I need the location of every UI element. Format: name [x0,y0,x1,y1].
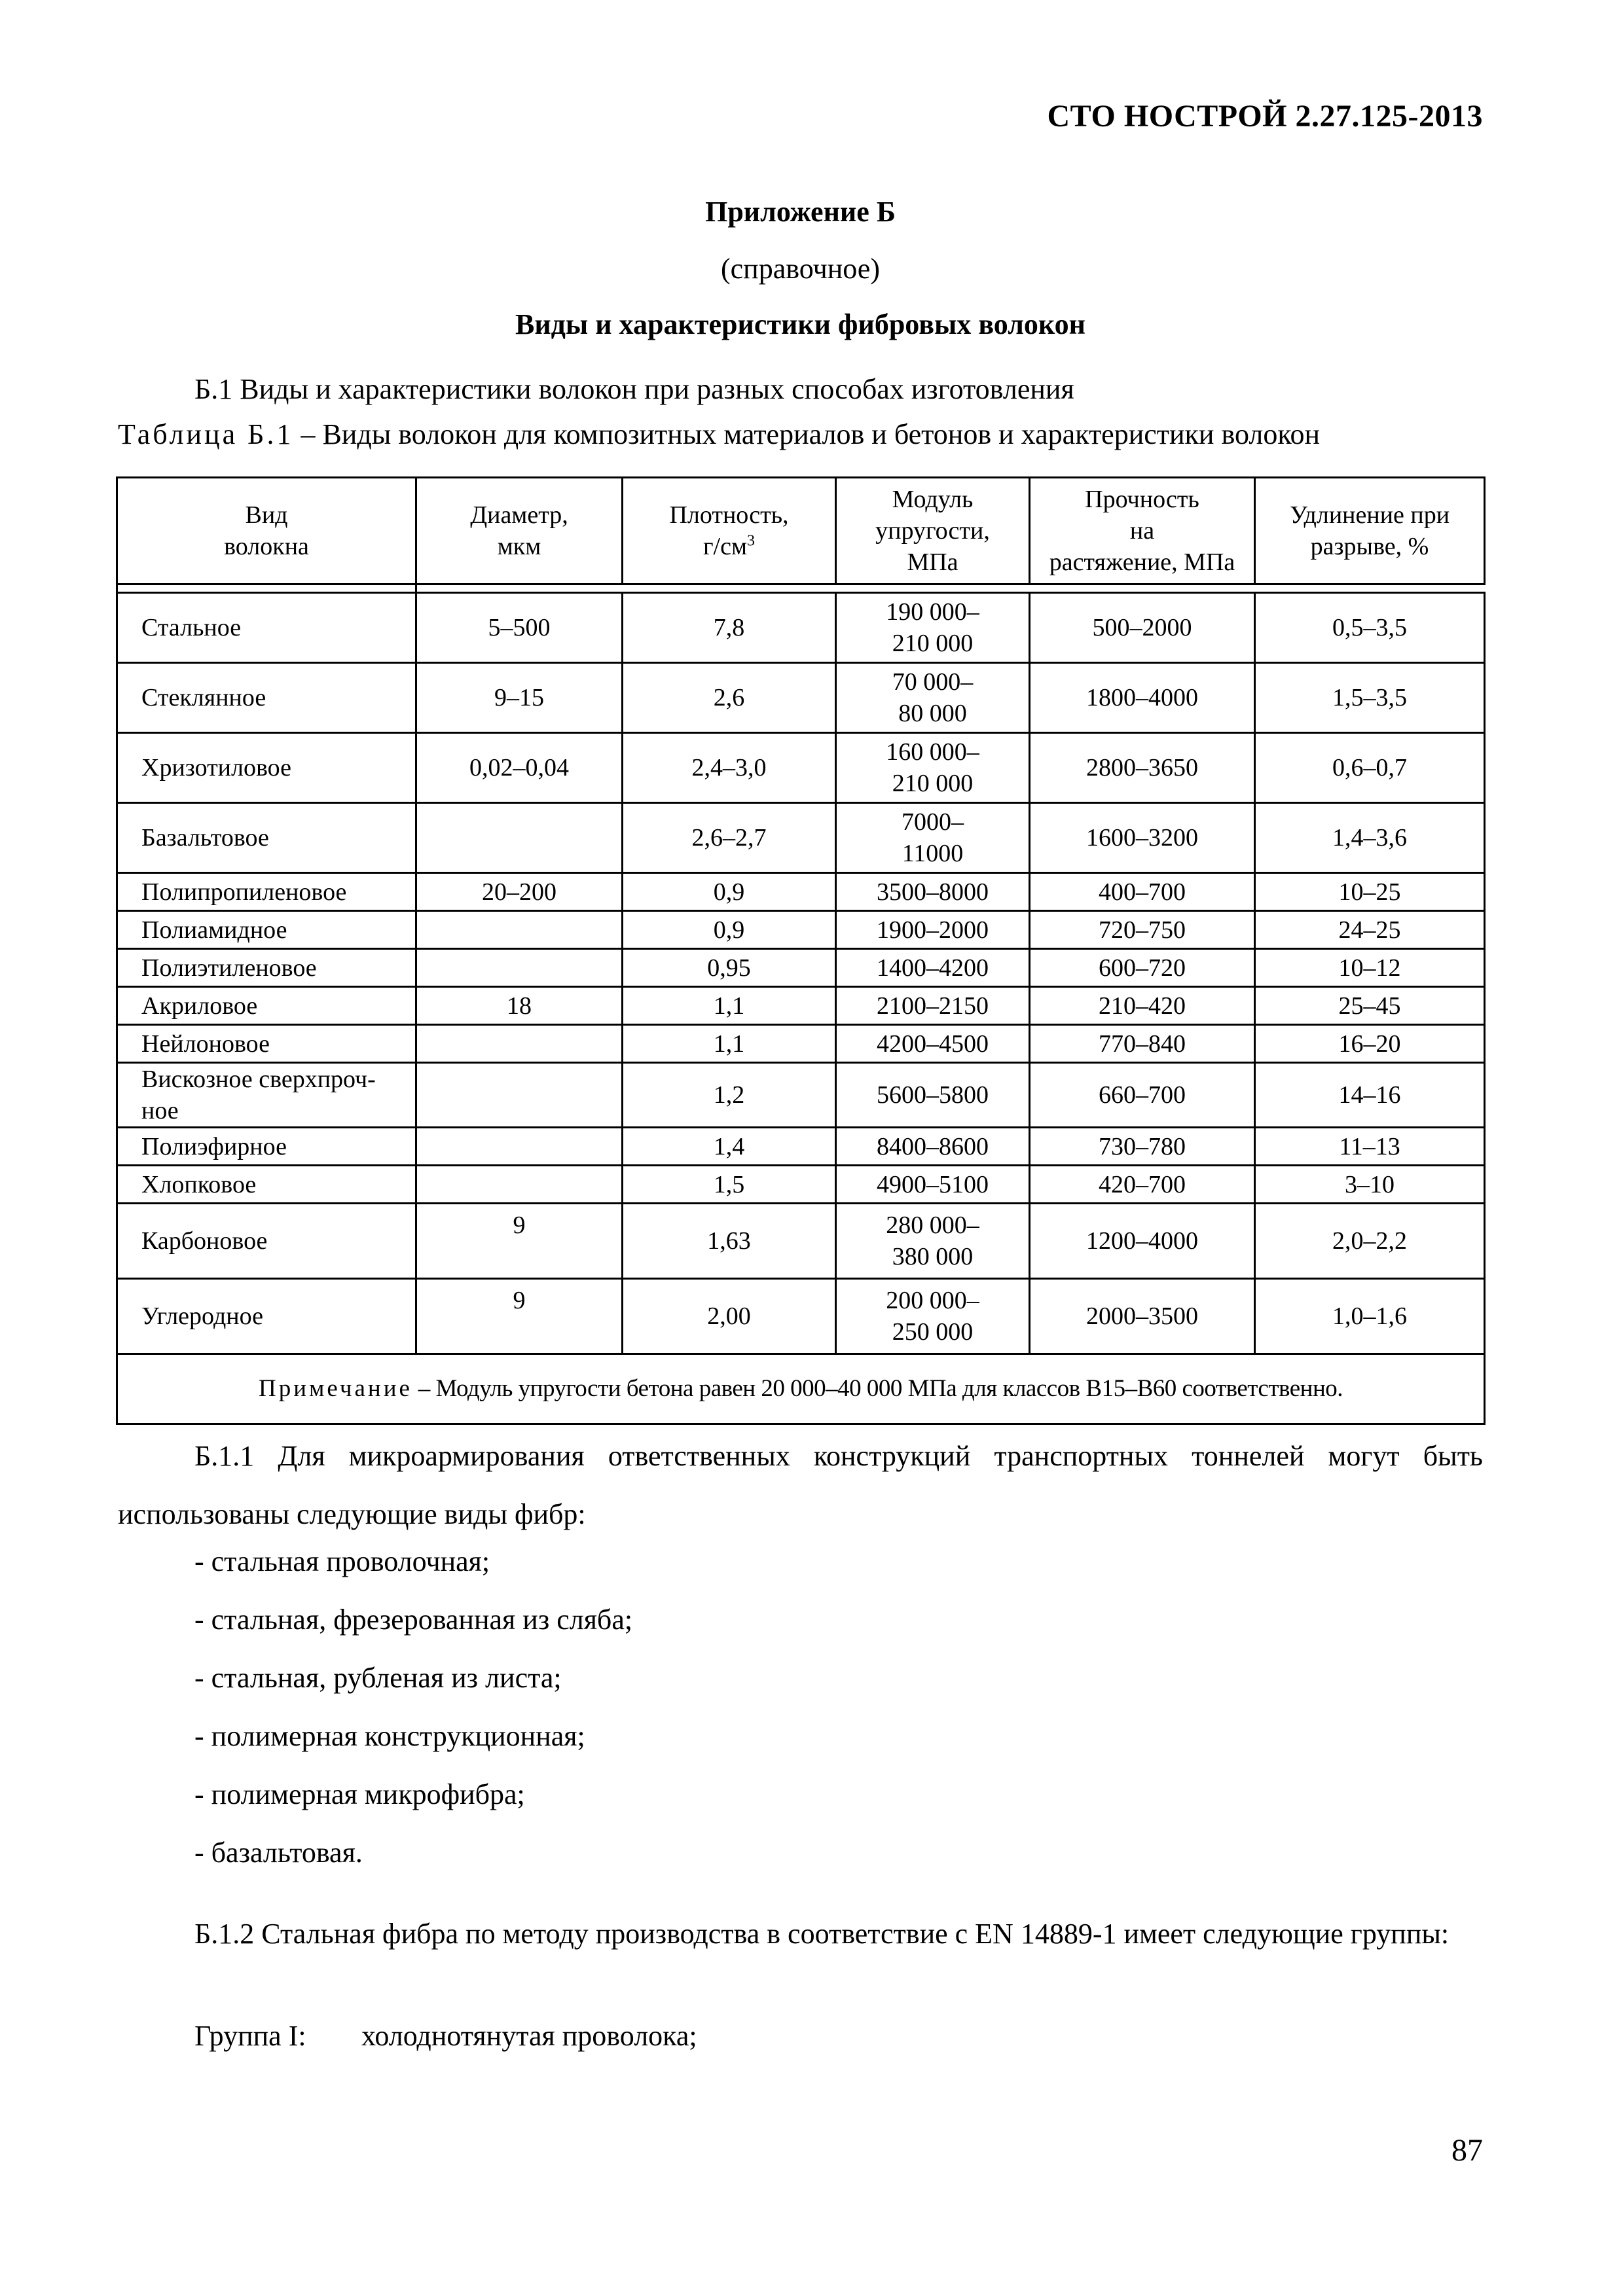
cell-diameter [416,1166,623,1204]
cell-diameter [416,911,623,949]
cell-elongation: 10–12 [1255,949,1485,987]
header-elongation: Удлинение при разрыве, % [1255,478,1485,584]
cell-name: Хризотиловое [117,733,416,803]
cell-strength: 420–700 [1030,1166,1255,1204]
table-row [117,1128,1485,1166]
table-row [117,911,1485,949]
cell-diameter: 18 [416,987,623,1025]
cell-density: 1,5 [623,1166,836,1204]
group-text: холоднотянутая проволока; [361,2020,697,2052]
cell-modulus: 1900–2000 [836,911,1030,949]
cell-modulus: 5600–5800 [836,1063,1030,1128]
cell-strength: 1800–4000 [1030,663,1255,733]
cell-modulus: 4900–5100 [836,1166,1030,1204]
cell-strength: 730–780 [1030,1128,1255,1166]
header-density-superscript: 3 [747,532,756,550]
cell-name: Вискозное сверхпроч- ное [117,1063,416,1128]
cell-name: Базальтовое [117,803,416,873]
cell-diameter: 5–500 [416,593,623,663]
cell-strength: 770–840 [1030,1025,1255,1063]
cell-diameter [416,1025,623,1063]
cell-name: Стальное [117,593,416,663]
appendix-heading: Виды и характеристики фибровых волокон [515,308,1086,340]
fiber-list-item: - стальная проволочная; [194,1545,490,1577]
table-row [117,1166,1485,1204]
cell-modulus: 160 000– 210 000 [836,733,1030,803]
table-note-row [117,1354,1485,1424]
cell-name: Хлопковое [117,1166,416,1204]
appendix-subtitle: (справочное) [721,253,880,285]
cell-strength: 1600–3200 [1030,803,1255,873]
cell-diameter [416,803,623,873]
group-label: Группа I: [194,2020,306,2052]
cell-density: 1,2 [623,1063,836,1128]
table-header-row [117,478,1485,584]
cell-elongation: 0,5–3,5 [1255,593,1485,663]
cell-modulus: 70 000– 80 000 [836,663,1030,733]
cell-diameter [416,1063,623,1128]
cell-modulus: 7000– 11000 [836,803,1030,873]
cell-name: Углеродное [117,1279,416,1354]
cell-name: Стеклянное [117,663,416,733]
table-row [117,733,1485,803]
table-row [117,663,1485,733]
table-body [117,593,1485,1354]
cell-name: Полипропиленовое [117,873,416,911]
table-row [117,1204,1485,1279]
cell-density: 2,6–2,7 [623,803,836,873]
table-row [117,1279,1485,1354]
cell-density: 1,1 [623,987,836,1025]
cell-elongation: 11–13 [1255,1128,1485,1166]
cell-strength: 500–2000 [1030,593,1255,663]
cell-name: Карбоновое [117,1204,416,1279]
table-row [117,593,1485,663]
cell-diameter: 20–200 [416,873,623,911]
table-row [117,873,1485,911]
cell-modulus: 8400–8600 [836,1128,1030,1166]
section-b1: Б.1 Виды и характеристики волокон при разных способах изготовления [194,373,1074,405]
cell-elongation: 10–25 [1255,873,1485,911]
cell-elongation: 25–45 [1255,987,1485,1025]
fiber-list-item: - базальтовая. [194,1837,363,1869]
cell-elongation: 16–20 [1255,1025,1485,1063]
fiber-list-item: - полимерная микрофибра; [194,1778,525,1810]
cell-density: 1,4 [623,1128,836,1166]
cell-strength: 210–420 [1030,987,1255,1025]
table-note [117,1354,1485,1424]
cell-modulus: 1400–4200 [836,949,1030,987]
cell-elongation: 1,4–3,6 [1255,803,1485,873]
header-modulus: Модуль упругости, МПа [836,478,1030,584]
cell-name: Полиэфирное [117,1128,416,1166]
cell-diameter [416,949,623,987]
cell-name: Полиэтиленовое [117,949,416,987]
header-fiber-type: Вид волокна [117,478,416,584]
cell-strength: 720–750 [1030,911,1255,949]
header-density [623,478,836,584]
cell-modulus: 3500–8000 [836,873,1030,911]
fiber-list-item: - стальная, рубленая из листа; [194,1662,562,1694]
table-row [117,803,1485,873]
cell-strength: 600–720 [1030,949,1255,987]
section-b1-1: Б.1.1 Для микроармирования ответственных конструкций транспортных тоннелей могут быть использованы следующие виды фибр: [118,1440,1483,1530]
cell-density: 0,9 [623,873,836,911]
table-row [117,1025,1485,1063]
page-number: 87 [1451,2133,1483,2168]
cell-strength: 660–700 [1030,1063,1255,1128]
cell-density: 1,1 [623,1025,836,1063]
cell-strength: 400–700 [1030,873,1255,911]
cell-density: 0,9 [623,911,836,949]
cell-diameter: 9 [416,1204,623,1279]
fiber-list-item: - стальная, фрезерованная из сляба; [194,1604,633,1636]
cell-elongation: 2,0–2,2 [1255,1204,1485,1279]
header-separator [117,584,1485,593]
table-caption [118,418,1483,451]
cell-diameter: 9 [416,1279,623,1354]
cell-density: 1,63 [623,1204,836,1279]
cell-strength: 2800–3650 [1030,733,1255,803]
table-row [117,949,1485,987]
group-item [194,2019,697,2053]
cell-density: 2,4–3,0 [623,733,836,803]
cell-modulus: 190 000– 210 000 [836,593,1030,663]
appendix-title: Приложение Б [705,196,896,228]
cell-density: 2,6 [623,663,836,733]
table-row [117,987,1485,1025]
cell-diameter: 0,02–0,04 [416,733,623,803]
section-b1-2: Б.1.2 Стальная фибра по методу производства в соответствие с EN 14889-1 имеет следующие группы: [194,1918,1450,1950]
cell-diameter: 9–15 [416,663,623,733]
cell-density: 7,8 [623,593,836,663]
table-row [117,1063,1485,1128]
cell-strength: 1200–4000 [1030,1204,1255,1279]
document-code: СТО НОСТРОЙ 2.27.125-2013 [1047,99,1483,134]
table-note-label: Примечание [258,1375,412,1402]
cell-name: Акриловое [117,987,416,1025]
cell-modulus: 2100–2150 [836,987,1030,1025]
cell-modulus: 280 000– 380 000 [836,1204,1030,1279]
cell-modulus: 200 000– 250 000 [836,1279,1030,1354]
cell-elongation: 3–10 [1255,1166,1485,1204]
header-strength: Прочность на растяжение, МПа [1030,478,1255,584]
cell-name: Нейлоновое [117,1025,416,1063]
table-caption-prefix: Таблица Б.1 [118,418,294,450]
cell-elongation: 24–25 [1255,911,1485,949]
cell-density: 2,00 [623,1279,836,1354]
cell-name: Полиамидное [117,911,416,949]
cell-elongation: 14–16 [1255,1063,1485,1128]
cell-elongation: 1,5–3,5 [1255,663,1485,733]
fiber-list-item: - полимерная конструкционная; [194,1720,585,1752]
cell-elongation: 1,0–1,6 [1255,1279,1485,1354]
cell-modulus: 4200–4500 [836,1025,1030,1063]
fiber-table [116,476,1486,1425]
cell-density: 0,95 [623,949,836,987]
header-density-text: Плотность, г/см [669,501,789,560]
cell-elongation: 0,6–0,7 [1255,733,1485,803]
header-diameter: Диаметр, мкм [416,478,623,584]
table-note-text: – Модуль упругости бетона равен 20 000–40 000 МПа для классов В15–В60 соответственно. [412,1375,1343,1402]
table-caption-text: – Виды волокон для композитных материалов и бетонов и характеристики волокон [293,418,1321,450]
cell-strength: 2000–3500 [1030,1279,1255,1354]
cell-diameter [416,1128,623,1166]
